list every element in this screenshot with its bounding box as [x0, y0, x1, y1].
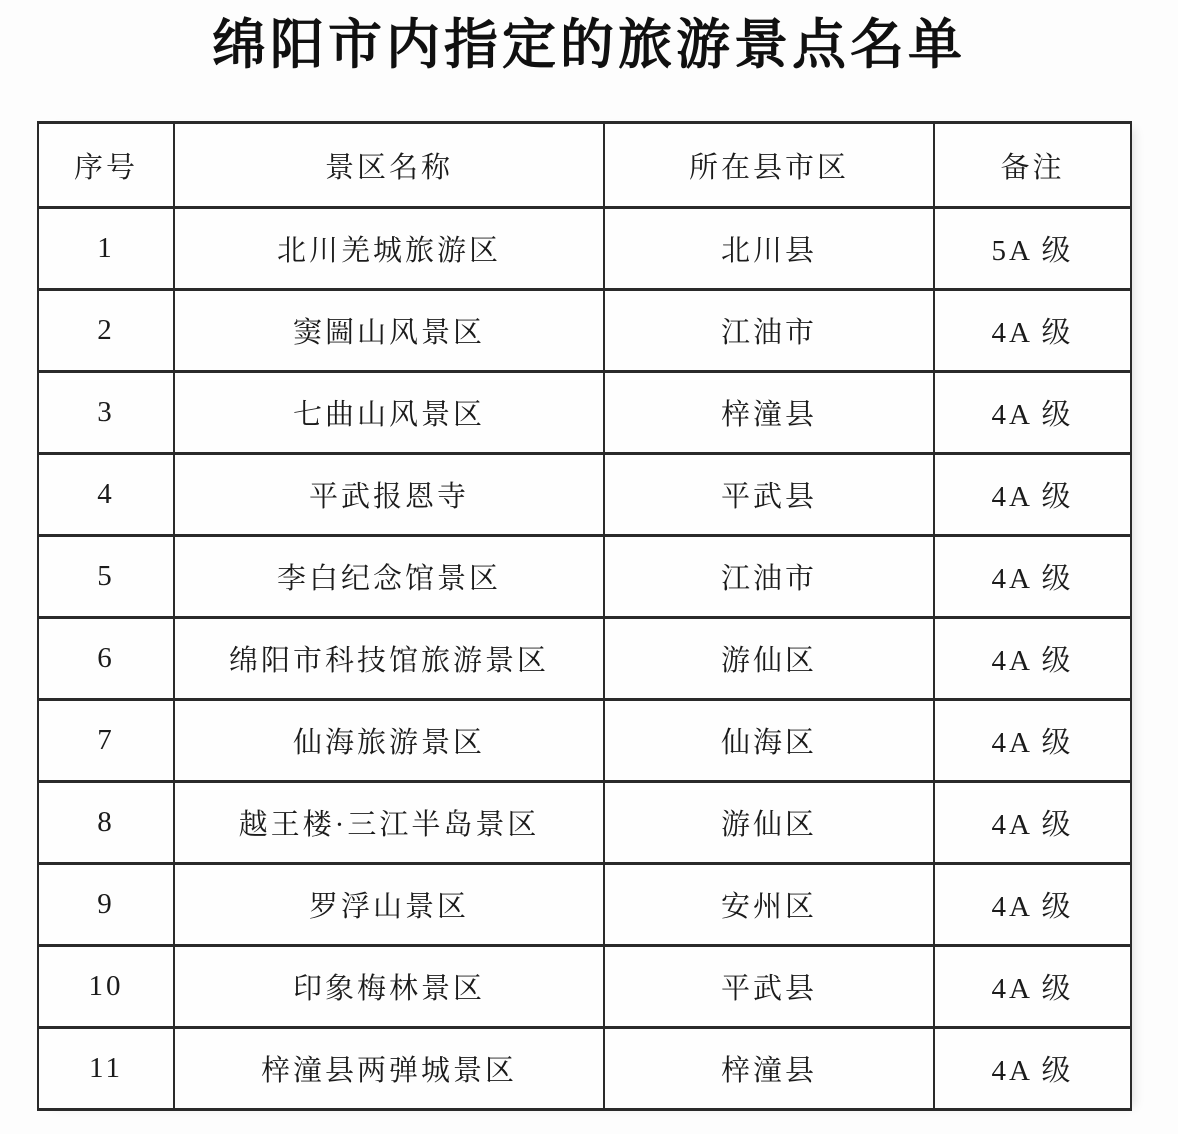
cell-rating: 4A 级: [934, 290, 1131, 372]
cell-district: 梓潼县: [604, 1028, 934, 1110]
cell-rating: 4A 级: [934, 536, 1131, 618]
attractions-table: [37, 121, 1132, 1111]
cell-index: 1: [38, 208, 174, 290]
table-body: [38, 208, 1131, 1110]
cell-district: 安州区: [604, 864, 934, 946]
cell-scenic-area-name: 仙海旅游景区: [174, 700, 604, 782]
table-row: [38, 454, 1131, 536]
table-row: [38, 208, 1131, 290]
cell-index: 8: [38, 782, 174, 864]
cell-index: 3: [38, 372, 174, 454]
cell-index: 7: [38, 700, 174, 782]
cell-rating: 4A 级: [934, 372, 1131, 454]
cell-scenic-area-name: 七曲山风景区: [174, 372, 604, 454]
cell-district: 北川县: [604, 208, 934, 290]
cell-rating: 4A 级: [934, 946, 1131, 1028]
cell-scenic-area-name: 梓潼县两弹城景区: [174, 1028, 604, 1110]
table-row: [38, 946, 1131, 1028]
cell-district: 平武县: [604, 946, 934, 1028]
cell-index: 4: [38, 454, 174, 536]
table-row: [38, 700, 1131, 782]
table-header-row: [38, 123, 1131, 208]
cell-district: 平武县: [604, 454, 934, 536]
cell-rating: 4A 级: [934, 454, 1131, 536]
cell-scenic-area-name: 平武报恩寺: [174, 454, 604, 536]
cell-rating: 4A 级: [934, 782, 1131, 864]
cell-index: 6: [38, 618, 174, 700]
table-row: [38, 372, 1131, 454]
cell-scenic-area-name: 窦圌山风景区: [174, 290, 604, 372]
table-row: [38, 290, 1131, 372]
cell-district: 梓潼县: [604, 372, 934, 454]
cell-scenic-area-name: 印象梅林景区: [174, 946, 604, 1028]
table-row: [38, 536, 1131, 618]
page-title: 绵阳市内指定的旅游景点名单: [212, 15, 966, 75]
header-index: 序号: [38, 123, 174, 208]
cell-rating: 4A 级: [934, 864, 1131, 946]
cell-index: 11: [38, 1028, 174, 1110]
header-district: 所在县市区: [604, 123, 934, 208]
cell-district: 游仙区: [604, 618, 934, 700]
cell-rating: 4A 级: [934, 618, 1131, 700]
header-remark: 备注: [934, 123, 1131, 208]
cell-scenic-area-name: 北川羌城旅游区: [174, 208, 604, 290]
cell-district: 江油市: [604, 290, 934, 372]
cell-scenic-area-name: 李白纪念馆景区: [174, 536, 604, 618]
cell-district: 江油市: [604, 536, 934, 618]
cell-rating: 4A 级: [934, 1028, 1131, 1110]
cell-rating: 4A 级: [934, 700, 1131, 782]
cell-index: 5: [38, 536, 174, 618]
table-row: [38, 864, 1131, 946]
header-scenic-area-name: 景区名称: [174, 123, 604, 208]
table-row: [38, 618, 1131, 700]
cell-rating: 5A 级: [934, 208, 1131, 290]
cell-index: 9: [38, 864, 174, 946]
table-row: [38, 782, 1131, 864]
cell-index: 2: [38, 290, 174, 372]
cell-scenic-area-name: 越王楼·三江半岛景区: [174, 782, 604, 864]
cell-index: 10: [38, 946, 174, 1028]
cell-district: 游仙区: [604, 782, 934, 864]
cell-district: 仙海区: [604, 700, 934, 782]
cell-scenic-area-name: 绵阳市科技馆旅游景区: [174, 618, 604, 700]
cell-scenic-area-name: 罗浮山景区: [174, 864, 604, 946]
table-row: [38, 1028, 1131, 1110]
